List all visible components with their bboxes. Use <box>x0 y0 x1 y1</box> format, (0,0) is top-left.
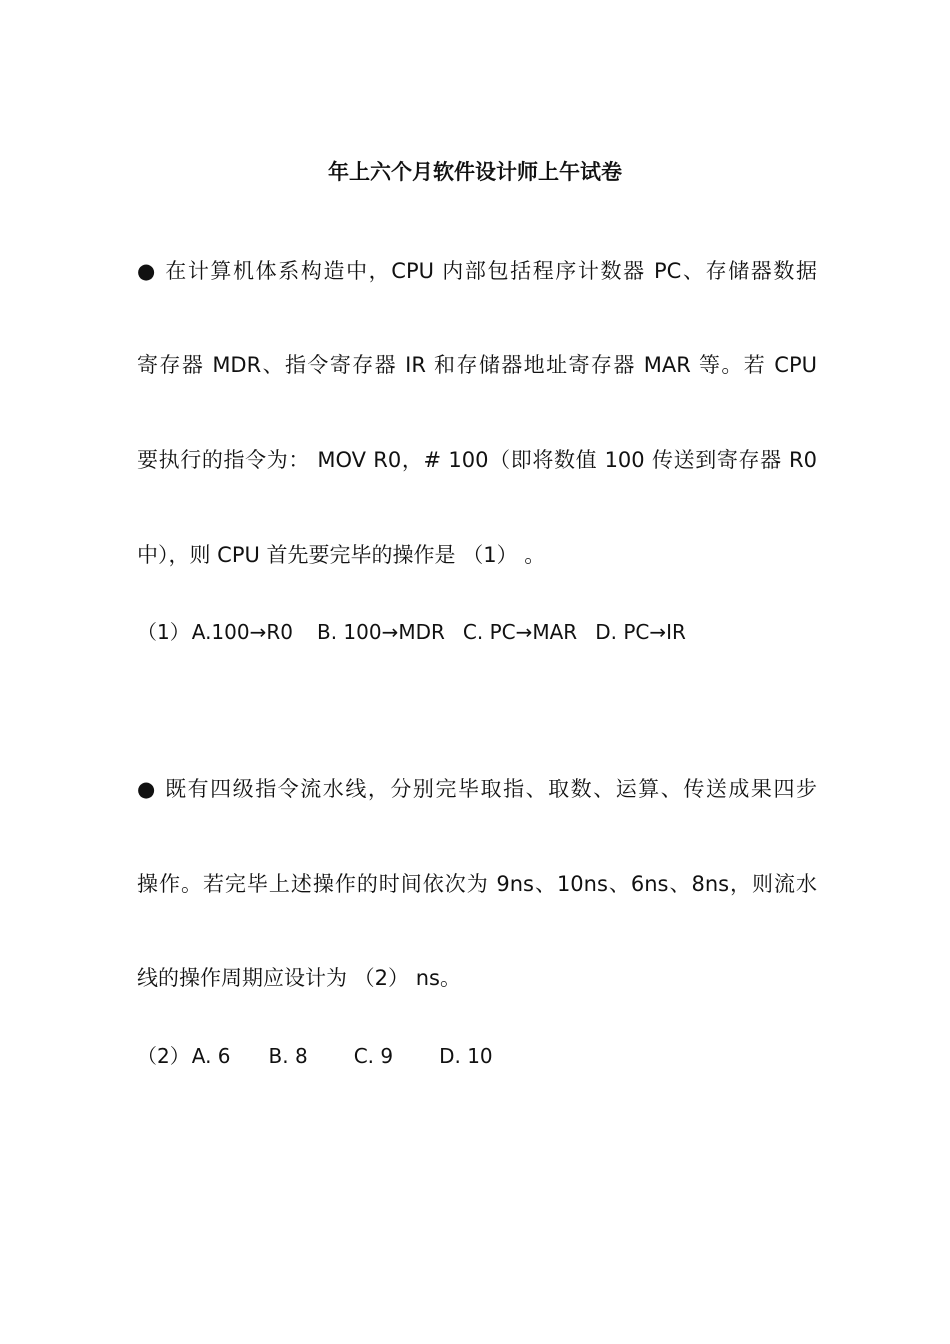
question-2-options <box>137 1041 817 1071</box>
question-1-line-2: 寄存器 MDR、指令寄存器 IR 和存储器地址寄存器 MAR 等。若 CPU <box>137 353 817 377</box>
question-1-line-1: ● 在计算机体系构造中，CPU 内部包括程序计数器 PC、存储器数据 <box>137 259 817 283</box>
question-2-option-d: D. 10 <box>439 1044 493 1068</box>
question-1-line-3: 要执行的指令为： MOV R0，# 100（即将数值 100 传送到寄存器 R0 <box>137 448 817 472</box>
page-title: 年上六个月软件设计师上午试卷 <box>328 160 622 184</box>
question-2-line-3: 线的操作周期应设计为 （2） ns。 <box>137 966 461 990</box>
question-2-option-b: B. 8 <box>268 1044 308 1068</box>
question-2-option-a: A. 6 <box>191 1044 231 1068</box>
question-2-line-1: ● 既有四级指令流水线，分别完毕取指、取数、运算、传送成果四步 <box>137 777 817 801</box>
question-1-option-b: B. 100→MDR <box>316 620 445 644</box>
question-1-option-prefix: （1） <box>137 620 190 644</box>
question-1-line-4: 中），则 CPU 首先要完毕的操作是 （1） 。 <box>137 543 546 567</box>
question-1-option-c: C. PC→MAR <box>462 620 578 644</box>
question-2-option-prefix: （2） <box>137 1044 190 1068</box>
question-2-line-2: 操作。若完毕上述操作的时间依次为 9ns、10ns、6ns、8ns，则流水 <box>137 872 817 896</box>
question-2-option-c: C. 9 <box>353 1044 394 1068</box>
question-1-options <box>137 617 817 647</box>
question-1-option-d: D. PC→IR <box>595 620 686 644</box>
question-1-option-a: A.100→R0 <box>191 620 293 644</box>
